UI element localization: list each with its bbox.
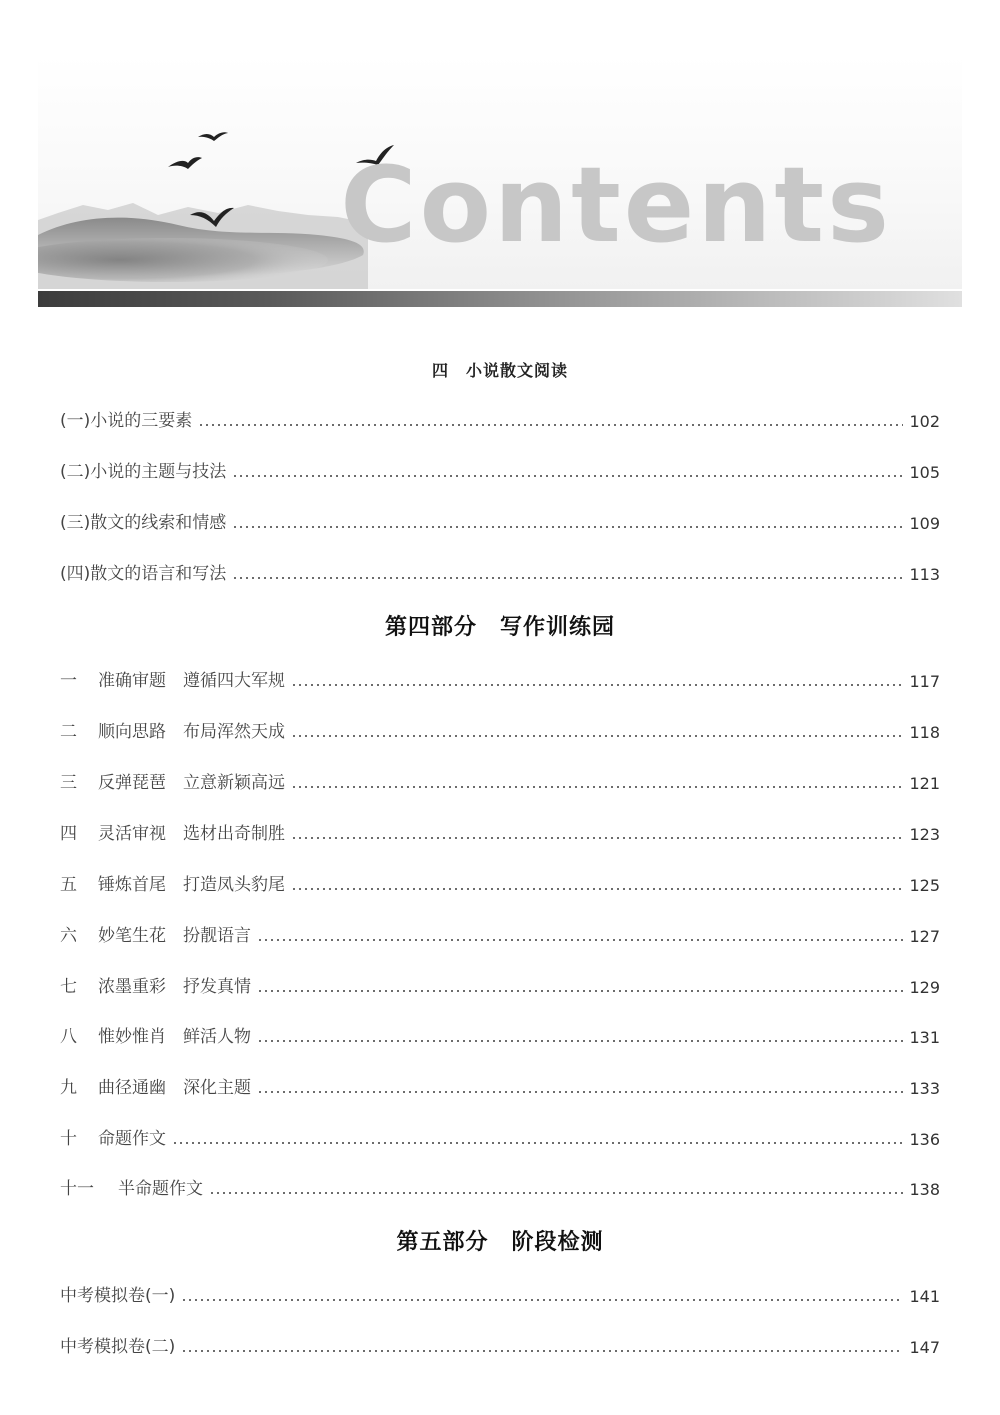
toc-entry[interactable] [60, 920, 940, 946]
dot-leader [181, 1350, 903, 1352]
toc-entry[interactable] [60, 456, 940, 482]
toc-entry-page: 147 [909, 1338, 940, 1357]
dot-leader [257, 939, 903, 941]
dot-leader [232, 475, 903, 477]
toc-entry-page: 121 [909, 774, 940, 793]
toc-entry-title: 锤炼首尾 打造凤头豹尾 [98, 875, 285, 895]
section-heading-novel-prose: 四 小说散文阅读 [431, 361, 568, 380]
dot-leader [291, 837, 903, 839]
toc-entry-title: 反弹琵琶 立意新颖高远 [98, 773, 285, 793]
toc-entry-title: 顺向思路 布局浑然天成 [98, 722, 285, 742]
dot-leader [291, 735, 903, 737]
bird-2 [168, 157, 202, 169]
contents-title: Contents [340, 144, 892, 266]
toc-entry-page: 127 [909, 927, 940, 946]
toc-entry-page: 131 [909, 1028, 940, 1047]
toc-entry-page: 123 [909, 825, 940, 844]
toc-entry-title: (三)散文的线索和情感 [60, 513, 227, 533]
toc-entry-page: 136 [909, 1130, 940, 1149]
dot-leader [232, 526, 903, 528]
dot-leader [181, 1299, 903, 1301]
dot-leader [257, 990, 903, 992]
contents-header [38, 55, 962, 289]
toc-entry-title: 准确审题 遵循四大军规 [98, 671, 285, 691]
toc-entry[interactable] [60, 507, 940, 533]
toc-entry[interactable] [60, 1331, 940, 1357]
toc-entry-title: 半命题作文 [118, 1179, 203, 1199]
toc-entry-title: 灵活审视 选材出奇制胜 [98, 824, 285, 844]
toc-entry-number: 四 [60, 824, 77, 844]
toc-entry-title: 中考模拟卷(一) [60, 1286, 176, 1306]
toc-entry-page: 109 [909, 514, 940, 533]
toc-entry-title: 浓墨重彩 抒发真情 [98, 977, 251, 997]
toc-entry-title: (四)散文的语言和写法 [60, 564, 227, 584]
toc-entry[interactable] [60, 405, 940, 431]
toc-entry-page: 118 [909, 723, 940, 742]
toc-entry[interactable] [60, 1123, 940, 1149]
toc-entry-page: 117 [909, 672, 940, 691]
bird-1 [198, 132, 228, 141]
toc-entry[interactable] [60, 1280, 940, 1306]
toc-entry[interactable] [60, 1173, 940, 1199]
toc-entry-page: 138 [909, 1180, 940, 1199]
toc-entry-page: 102 [909, 412, 940, 431]
toc-entry[interactable] [60, 716, 940, 742]
toc-entry-page: 133 [909, 1079, 940, 1098]
toc-entry-number: 九 [60, 1078, 77, 1098]
toc-entry-number: 三 [60, 773, 77, 793]
toc-entry[interactable] [60, 1072, 940, 1098]
toc-entry[interactable] [60, 665, 940, 691]
part-heading-writing: 第四部分 写作训练园 [384, 615, 615, 640]
toc-entry-number: 八 [60, 1027, 77, 1047]
dot-leader [198, 424, 903, 426]
header-gradient-bar [38, 291, 962, 307]
toc-entry-title: (一)小说的三要素 [60, 411, 193, 431]
toc-entry-title: 曲径通幽 深化主题 [98, 1078, 251, 1098]
toc-entry-title: 妙笔生花 扮靓语言 [98, 926, 251, 946]
toc-entry-title: 惟妙惟肖 鲜活人物 [98, 1027, 251, 1047]
toc-entry-page: 129 [909, 978, 940, 997]
dot-leader [291, 786, 903, 788]
toc-entry-title: (二)小说的主题与技法 [60, 462, 227, 482]
toc-entry[interactable] [60, 1021, 940, 1047]
toc-entry[interactable] [60, 558, 940, 584]
dot-leader [232, 577, 903, 579]
toc-entry-page: 105 [909, 463, 940, 482]
toc-entry-number: 二 [60, 722, 77, 742]
toc-entry-number: 七 [60, 977, 77, 997]
toc-entry[interactable] [60, 869, 940, 895]
toc-entry[interactable] [60, 767, 940, 793]
dot-leader [291, 684, 903, 686]
toc-entry[interactable] [60, 971, 940, 997]
toc-entry-title: 中考模拟卷(二) [60, 1337, 176, 1357]
part-heading-assessment: 第五部分 阶段检测 [396, 1230, 604, 1255]
toc-entry-number: 十 [60, 1129, 77, 1149]
toc-entry-number: 五 [60, 875, 77, 895]
toc-entry-number: 十一 [60, 1179, 94, 1199]
toc-entry-page: 125 [909, 876, 940, 895]
dot-leader [291, 888, 903, 890]
toc-entry-page: 141 [909, 1287, 940, 1306]
dot-leader [172, 1142, 903, 1144]
toc-entry-number: 一 [60, 671, 77, 691]
toc-entry-title: 命题作文 [98, 1129, 166, 1149]
toc-entry[interactable] [60, 818, 940, 844]
dot-leader [209, 1192, 903, 1194]
dot-leader [257, 1091, 903, 1093]
toc-entry-number: 六 [60, 926, 77, 946]
toc-entry-page: 113 [909, 565, 940, 584]
dot-leader [257, 1040, 903, 1042]
